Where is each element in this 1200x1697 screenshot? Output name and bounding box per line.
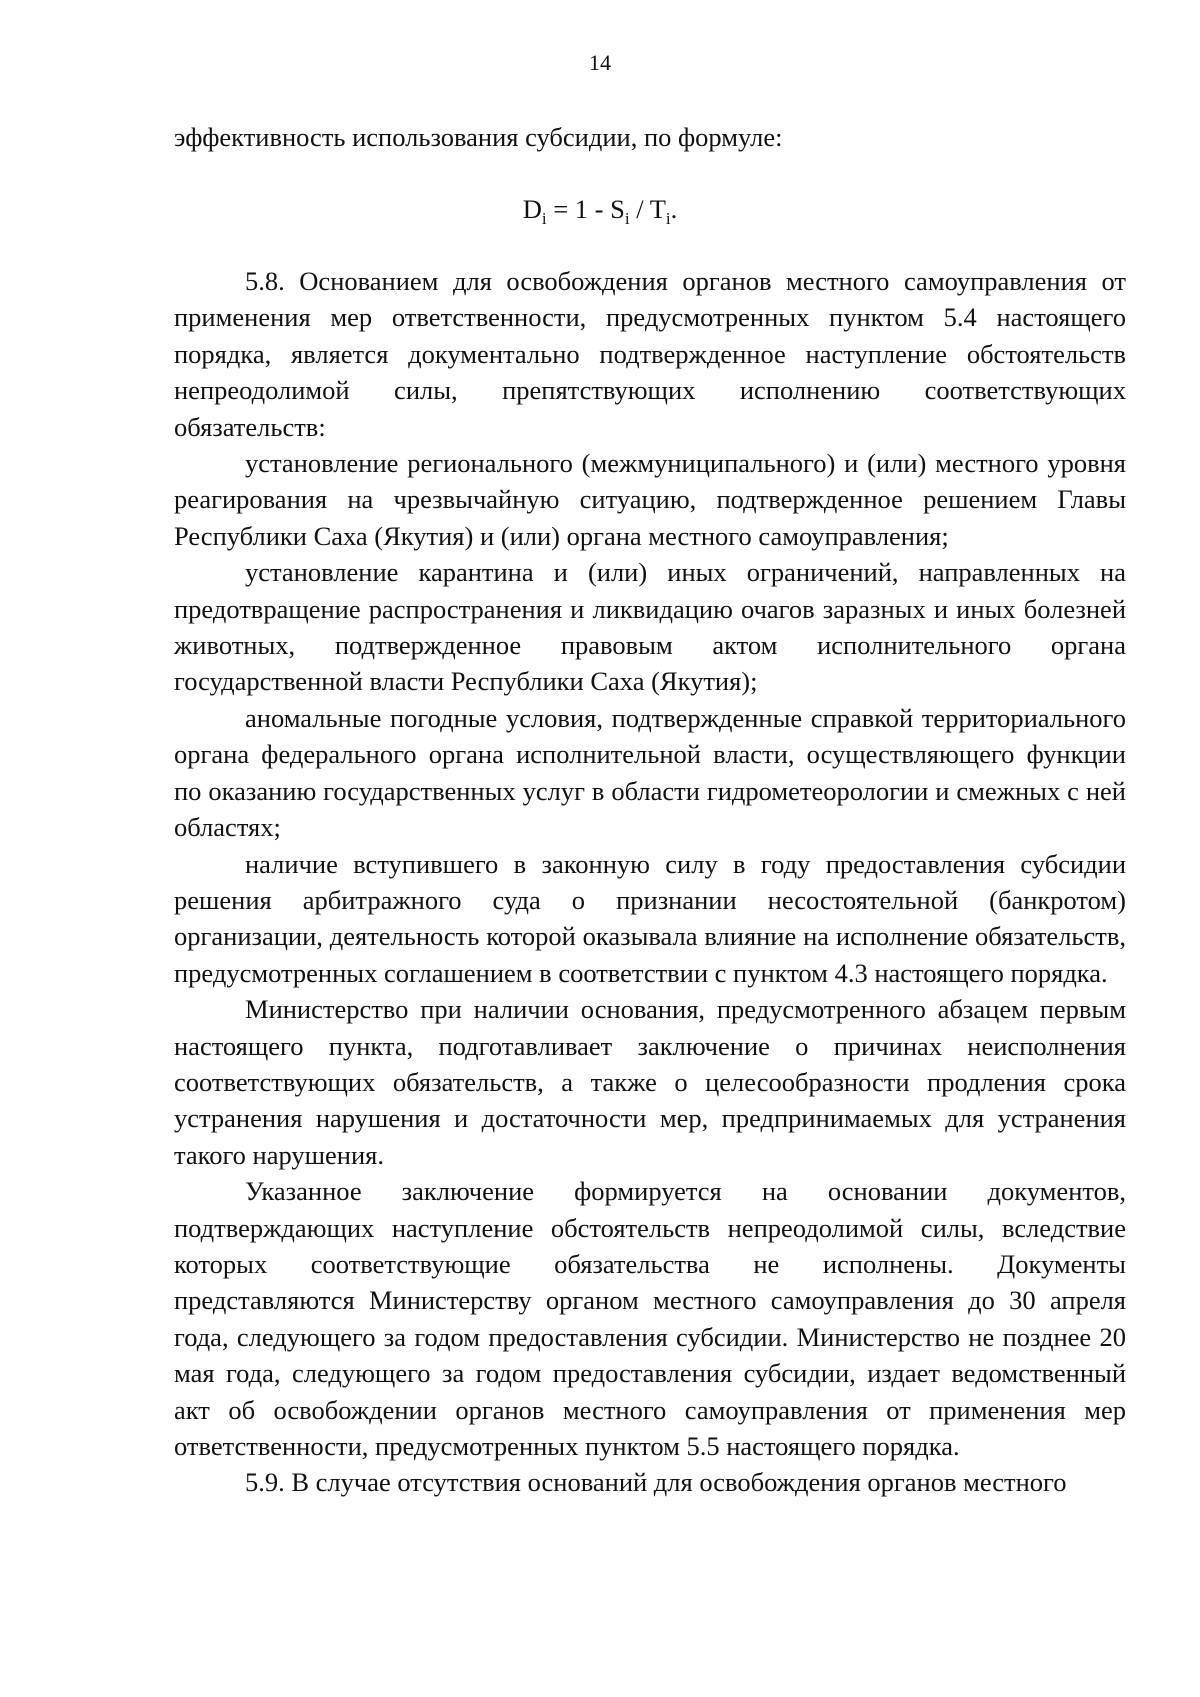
formula-lhs: D — [522, 194, 542, 224]
formula — [0, 191, 1200, 227]
paragraph-ministry-conclusion: Министерство при наличии основания, предусмотренного абзацем первым настоящего пункта, подготавливает заключение о причинах неисполнения соответствующих обязательств, а также о целесообразности продления срока устранения нарушения и достаточности мер, предпринимаемых для устранения такого нарушения. — [174, 994, 1126, 1170]
paragraph-5-8: 5.8. Основанием для освобождения органов местного самоуправления от применения мер ответственности, предусмотренных пунктом 5.4 настоящего порядка, является документально подтвержденное наступление обстоятельств непреодолимой силы, препятствующих исполнению соответствующих обязательств: — [174, 266, 1126, 442]
formula-mid-subscript: i — [624, 209, 630, 228]
paragraph-5-9: 5.9. В случае отсутствия оснований для освобождения органов местного — [245, 1467, 1067, 1498]
formula-div-subscript: i — [665, 209, 671, 228]
formula-div: / T — [629, 194, 666, 224]
page-number: 14 — [589, 50, 611, 75]
paragraph-weather: аномальные погодные условия, подтвержденные справкой территориального органа федерального органа исполнительной власти, осуществляющего функции по оказанию государственных услуг в области гидрометеорологии и смежных с ней областях; — [174, 702, 1126, 843]
paragraph-conclusion-documents: Указанное заключение формируется на основании документов, подтверждающих наступление обстоятельств непреодолимой силы, вследствие которых соответствующие обязательства не исполнены. Документы представляются Министерству органом местного самоуправления до 30 апреля года, следующего за годом предоставления субсидии. Министерство не позднее 20 мая года, следующего за годом предоставления субсидии, издает ведомственный акт об освобождении органов местного самоуправления от применения мер ответственности, предусмотренных пунктом 5.5 настоящего порядка. — [174, 1176, 1126, 1461]
formula-end: . — [670, 194, 678, 224]
formula-lhs-subscript: i — [541, 209, 547, 228]
lead-text: эффективность использования субсидии, по формуле: — [174, 122, 783, 152]
paragraph-bankruptcy: наличие вступившего в законную силу в году предоставления субсидии решения арбитражного суда о признании несостоятельной (банкротом) организации, деятельность которой оказывала влияние на исполнение обязательств, предусмотренных соглашением в соответствии с пунктом 4.3 настоящего порядка. — [174, 848, 1126, 988]
formula-mid: = 1 - S — [546, 194, 625, 224]
paragraph-quarantine: установление карантина и (или) иных ограничений, направленных на предотвращение распространения и ликвидацию очагов заразных и иных болезней животных, подтвержденное правовым актом исполнительного органа государственной власти Республики Саха (Якутия); — [174, 557, 1126, 697]
document-body — [174, 263, 1126, 1501]
paragraph-regional-emergency: установление регионального (межмуниципального) и (или) местного уровня реагирования на чрезвычайную ситуацию, подтвержденное решением Главы Республики Саха (Якутия) и (или) органа местного самоуправления; — [174, 448, 1126, 551]
